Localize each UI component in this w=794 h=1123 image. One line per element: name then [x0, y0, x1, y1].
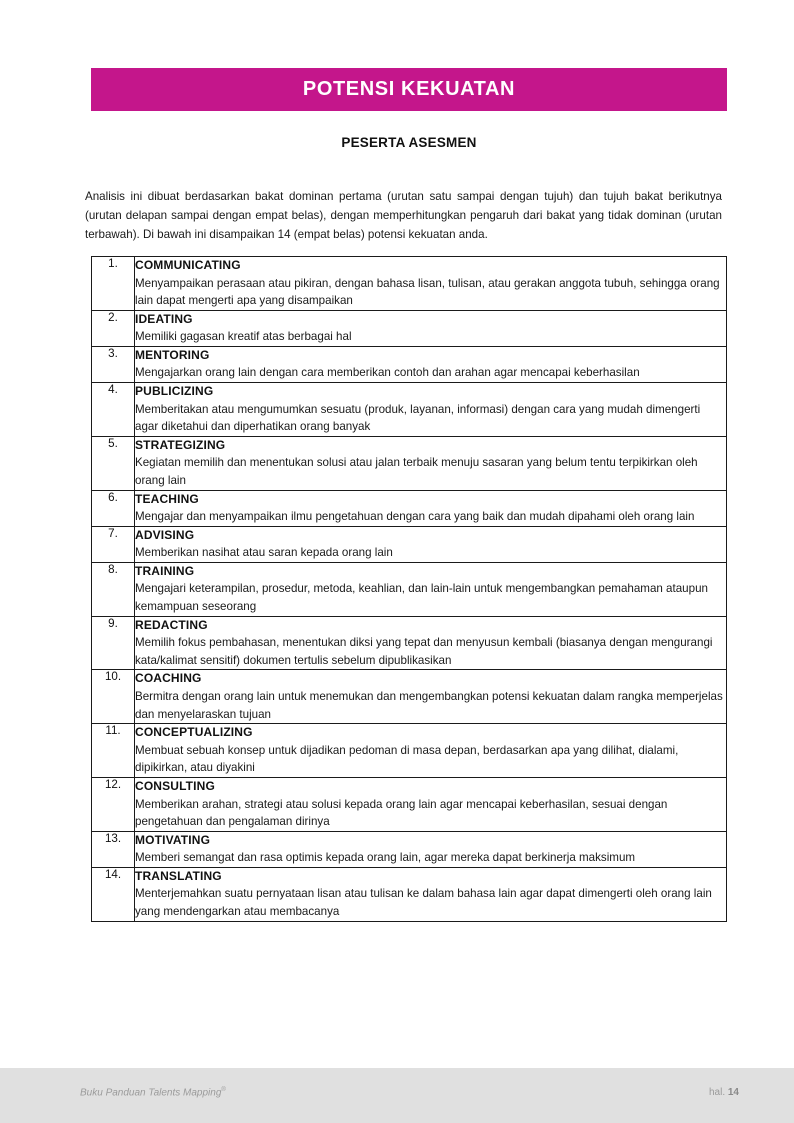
strength-title: COACHING [135, 671, 202, 686]
row-number-cell: 9. [92, 616, 135, 670]
row-content-cell [135, 867, 727, 921]
strength-title: CONCEPTUALIZING [135, 725, 253, 740]
row-content-cell [135, 490, 727, 526]
row-number-cell: 6. [92, 490, 135, 526]
table-row [92, 777, 727, 831]
row-content-cell [135, 436, 727, 490]
strength-description: Mengajarkan orang lain dengan cara memberikan contoh dan arahan agar mencapai keberhasilan [135, 366, 640, 380]
row-number-cell: 12. [92, 777, 135, 831]
row-number-cell: 13. [92, 831, 135, 867]
footer-page-indicator [709, 1087, 739, 1098]
strength-description: Menterjemahkan suatu pernyataan lisan atau tulisan ke dalam bahasa lain agar dapat dimengerti oleh orang lain yang mendengarkan atau membacanya [135, 887, 712, 919]
strength-description: Memberi semangat dan rasa optimis kepada orang lain, agar mereka dapat berkinerja maksimum [135, 851, 636, 865]
strength-title: IDEATING [135, 311, 193, 326]
table-row [92, 436, 727, 490]
row-number-cell: 10. [92, 670, 135, 724]
strength-title: ADVISING [135, 527, 195, 542]
row-number-cell: 1. [92, 257, 135, 311]
strength-description: Memiliki gagasan kreatif atas berbagai hal [135, 330, 352, 344]
row-number-cell: 2. [92, 310, 135, 346]
strength-description: Kegiatan memilih dan menentukan solusi atau jalan terbaik menuju sasaran yang belum tentu terpikirkan oleh orang lain [135, 456, 698, 487]
strength-description: Memberikan arahan, strategi atau solusi kepada orang lain agar mencapai keberhasilan, sesuai dengan pengetahuan dan pengalaman dirinya [135, 797, 668, 829]
table-row [92, 526, 727, 562]
strength-description: Memberikan nasihat atau saran kepada orang lain [135, 546, 393, 560]
strength-description: Memilih fokus pembahasan, menentukan diksi yang tepat dan menyusun kembali (biasanya dengan mengurangi kata/kalimat sensitif) dokumen tertulis sebelum dipublikasikan [135, 636, 713, 667]
table-row [92, 867, 727, 921]
strength-title: MENTORING [135, 347, 210, 362]
row-content-cell [135, 562, 727, 616]
page-number: 14 [727, 1087, 739, 1098]
table-row [92, 490, 727, 526]
strength-title: STRATEGIZING [135, 437, 226, 452]
strength-description: Memberitakan atau mengumumkan sesuatu (produk, layanan, informasi) dengan cara yang mudah dimengerti agar diketahui dan diperhatikan orang banyak [135, 402, 701, 434]
row-number-cell: 4. [92, 383, 135, 437]
row-number-cell: 11. [92, 724, 135, 778]
strength-title: TRANSLATING [135, 868, 222, 883]
table-row [92, 383, 727, 437]
table-row [92, 310, 727, 346]
strength-title: TRAINING [135, 563, 195, 578]
row-content-cell [135, 616, 727, 670]
page-title: POTENSI KEKUATAN [302, 78, 516, 100]
registered-trademark-icon: ® [221, 1087, 226, 1093]
strength-description: Bermitra dengan orang lain untuk menemukan dan mengembangkan potensi kekuatan dalam rangka memperjelas dan menyelaraskan tujuan [135, 690, 723, 721]
page-label: hal. [708, 1087, 726, 1098]
table-row [92, 616, 727, 670]
intro-paragraph: Analisis ini dibuat berdasarkan bakat dominan pertama (urutan satu sampai dengan tujuh) dan tujuh bakat berikutnya (urutan delapan sampai dengan empat belas), dengan memperhitungkan pengaruh dari bakat yang tidak dominan (urutan terbawah). Di bawah ini disampaikan 14 (empat belas) potensi kekuatan anda. [85, 190, 722, 241]
row-number-cell: 14. [92, 867, 135, 921]
table-row [92, 346, 727, 382]
strength-title: REDACTING [135, 617, 208, 632]
row-content-cell [135, 831, 727, 867]
row-content-cell [135, 526, 727, 562]
row-content-cell [135, 257, 727, 311]
row-content-cell [135, 310, 727, 346]
row-content-cell [135, 777, 727, 831]
table-row [92, 724, 727, 778]
row-number-cell: 8. [92, 562, 135, 616]
strength-description: Mengajari keterampilan, prosedur, metoda, keahlian, dan lain-lain untuk mengembangkan pemahaman ataupun kemampuan seseorang [135, 582, 708, 614]
row-number-cell: 3. [92, 346, 135, 382]
table-row [92, 562, 727, 616]
strength-title: COMMUNICATING [135, 258, 241, 272]
row-content-cell [135, 670, 727, 724]
table-row [92, 831, 727, 867]
strength-description: Membuat sebuah konsep untuk dijadikan pedoman di masa depan, berdasarkan apa yang dilihat, dialami, dipikirkan, atau diyakini [135, 743, 679, 775]
strength-description: Mengajar dan menyampaikan ilmu pengetahuan dengan cara yang baik dan mudah dipahami oleh orang lain [135, 510, 695, 524]
strength-title: TEACHING [135, 491, 199, 506]
strength-title: PUBLICIZING [135, 384, 214, 399]
strength-title: MOTIVATING [135, 832, 211, 847]
row-number-cell: 5. [92, 436, 135, 490]
row-content-cell [135, 724, 727, 778]
row-number-cell: 7. [92, 526, 135, 562]
row-content-cell [135, 346, 727, 382]
strength-title: CONSULTING [135, 778, 215, 793]
table-row [92, 257, 727, 311]
potensi-kekuatan-table-wrapper [91, 256, 727, 922]
page-header-banner [91, 68, 727, 111]
table-body [92, 257, 727, 922]
table-row [92, 670, 727, 724]
footer-book-title-text: Buku Panduan Talents Mapping [80, 1087, 222, 1099]
footer-book-title [80, 1087, 226, 1098]
strength-description: Menyampaikan perasaan atau pikiran, dengan bahasa lisan, tulisan, atau gerakan anggota tubuh, sehingga orang lain dapat mengerti apa yang disampaikan [135, 276, 720, 308]
page-subtitle: PESERTA ASESMEN [341, 135, 477, 150]
row-content-cell [135, 383, 727, 437]
potensi-kekuatan-table [91, 256, 727, 922]
